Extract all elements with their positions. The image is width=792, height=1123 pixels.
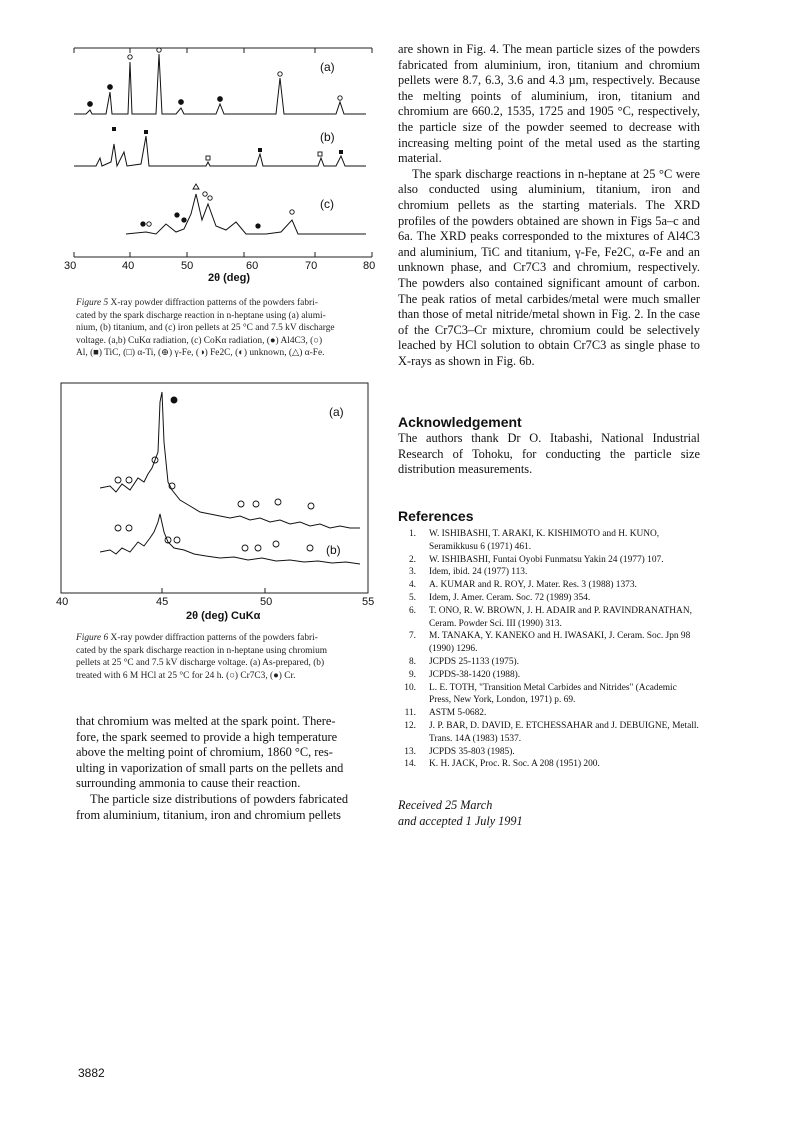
reference-item: 13. JCPDS 35-803 (1985).: [404, 746, 515, 757]
reference-item: 14. K. H. JACK, Proc. R. Soc. A 208 (1951) 200.: [404, 759, 600, 770]
markers-a: [88, 48, 343, 107]
reference-item: 1. W. ISHIBASHI, T. ARAKI, K. KISHIMOTO and H. KUNO, Seramikkusu 6 (1971) 461.: [408, 529, 660, 552]
acknowledgement-heading: Acknowledgement: [398, 414, 522, 430]
fig5-caption-line: Al, (■) TiC, (□) α-Ti, (⊕) γ-Fe, (◑) Fe2C, (◐) unknown, (△) α-Fe.: [76, 348, 325, 359]
figure-5-plot: [66, 44, 388, 282]
trace-a: [100, 392, 360, 528]
fig6-xtick: 40: [56, 596, 69, 608]
right-column-text: [398, 42, 700, 369]
fig5-xtick: 30: [64, 260, 77, 272]
reference-item: 12. J. P. BAR, D. DAVID, E. ETCHESSAHAR and J. DEBUIGNE, Metall. Trans. 14A (1983) 1537.: [404, 720, 699, 744]
fig6-caption-label: Figure 6: [76, 633, 109, 643]
fig6-caption-line: treated with 6 M HCl at 25 °C for 24 h. (○) Cr7C3, (●) Cr.: [76, 670, 296, 681]
fig5-caption-label: Figure 5: [76, 298, 109, 308]
fig6-x-axis-label: 2θ (deg) CuKα: [186, 610, 261, 622]
reference-item: 2. W. ISHIBASHI, Funtai Oyobi Funmatsu Yakin 24 (1977) 107.: [408, 554, 664, 565]
fig5-panel-c-label: (c): [320, 197, 334, 211]
fig5-xtick: 60: [246, 260, 259, 272]
reference-item: 10. L. E. TOTH, "Transition Metal Carbides and Nitrides" (Academic Press, New York, London, 1971) p. 69.: [404, 682, 677, 706]
accepted-line: and accepted 1 July 1991: [398, 814, 523, 828]
markers-c: [141, 184, 294, 228]
reference-item: 4. A. KUMAR and R. ROY, J. Mater. Res. 3 (1988) 1373.: [408, 580, 637, 591]
text-line: that chromium was melted at the spark point. There-: [76, 714, 336, 728]
text-line: fore, the spark seemed to provide a high temperature: [76, 729, 338, 744]
page-number: 3882: [78, 1066, 105, 1080]
fig5-caption-line: X-ray powder diffraction patterns of the powders fabri-: [110, 298, 318, 308]
text-line: above the melting point of chromium, 1860 °C, res-: [76, 745, 333, 760]
fig5-xtick: 40: [122, 260, 135, 272]
fig6-xtick: 50: [260, 596, 273, 608]
references-heading: References: [398, 508, 474, 524]
reference-item: 11. ASTM 5-0682.: [404, 708, 487, 719]
fig5-x-axis-label: 2θ (deg): [208, 272, 251, 284]
fig6-caption-line: pellets at 25 °C and 7.5 kV discharge voltage. (a) As-prepared, (b): [76, 658, 325, 669]
markers-a: [115, 397, 314, 509]
text-line: surrounding ammonia to cause their reaction.: [76, 776, 301, 791]
markers-b: [115, 525, 313, 551]
paragraph-2: The spark discharge reactions in n-heptane at 25 °C were also conducted using aluminium, titanium, iron and chromium pellets as the starting materials. The XRD profiles of the powders obtained are shown in Figs 5a–c and 6a. The XRD peaks corresponded to the mixtures of Al4C3 and aluminium, TiC and titanium, γ-Fe, Fe2C, α-Fe and an unknown phase, and Cr7C3 and chromium, respectively. The powders also contained significant amount of carbon. The peak ratios of metal carbides/metal were much smaller than those of metal nitride/metal shown in Fig. 2. In the case of the Cr7C3–Cr mixture, chromium could be selectively leached by HCl solution to obtain Cr7C3 as single phase to X-rays as shown in Fig. 6b.: [398, 166, 700, 368]
reference-list: [398, 528, 700, 771]
fig6-xtick: 45: [156, 596, 169, 608]
fig5-caption-line: nium, (b) titanium, and (c) iron pellets at 25 °C and 7.5 kV discharge: [76, 323, 335, 334]
figure-5-caption: [76, 297, 376, 360]
fig5-caption-line: voltage. (a,b) CuKα radiation, (c) CoKα radiation, (●) Al4C3, (○): [76, 335, 323, 346]
fig5-panel-a-label: (a): [320, 60, 335, 74]
acknowledgement-text: The authors thank Dr O. Itabashi, National Industrial Research of Tohoku, for conducting the particle size distribution measurements.: [398, 431, 700, 477]
trace-b: [100, 514, 360, 564]
reference-item: 8. JCPDS 25-1133 (1975).: [408, 656, 520, 667]
left-column-text: [76, 714, 378, 823]
received-note: [398, 797, 523, 829]
text-line: The particle size distributions of powders fabricated: [90, 791, 349, 806]
fig5-caption-line: cated by the spark discharge reaction in n-heptane using (a) alumi-: [76, 310, 326, 321]
fig5-xtick: 50: [181, 260, 194, 272]
reference-item: 7. M. TANAKA, Y. KANEKO and H. IWASAKI, J. Ceram. Soc. Jpn 98 (1990) 1296.: [408, 631, 691, 655]
fig6-xtick: 55: [362, 596, 375, 608]
paragraph-1: are shown in Fig. 4. The mean particle sizes of the powders fabricated from aluminium, iron, titanium and chromium pellets were 8.7, 6.3, 3.6 and 4.3 µm, respectively. Because the melting points of aluminium, iron, titanium and chromium are 660.2, 1535, 1725 and 1905 °C, respectively, the particle size of the powder seemed to decrease with increasing melting point of the metal used as the starting material.: [398, 42, 700, 166]
fig6-panel-b-label: (b): [326, 543, 341, 557]
fig5-xtick: 70: [305, 260, 318, 272]
text-line: ulting in vaporization of small parts on the pellets and: [76, 760, 344, 775]
fig6-caption-line: cated by the spark discharge reaction in n-heptane using chromium: [76, 645, 328, 656]
fig6-caption-line: X-ray powder diffraction patterns of the powders fabri-: [110, 633, 318, 643]
text-line: from aluminium, titanium, iron and chromium pellets: [76, 807, 341, 822]
reference-item: 5. Idem, J. Amer. Ceram. Soc. 72 (1989) 354.: [408, 592, 591, 603]
fig5-xtick: 80: [363, 260, 376, 272]
figure-6-caption: [76, 632, 376, 682]
figure-5-svg: [66, 44, 388, 282]
fig6-panel-a-label: (a): [329, 405, 344, 419]
received-line: Received 25 March: [398, 798, 493, 812]
reference-item: 6. T. ONO, R. W. BROWN, J. H. ADAIR and P. RAVINDRANATHAN, Ceram. Powder Sci. III (1990) 313.: [408, 605, 692, 629]
reference-item: 3. Idem, ibid. 24 (1977) 113.: [408, 567, 528, 578]
reference-item: 9. JCPDS-38-1420 (1988).: [408, 669, 521, 680]
fig5-panel-b-label: (b): [320, 130, 335, 144]
